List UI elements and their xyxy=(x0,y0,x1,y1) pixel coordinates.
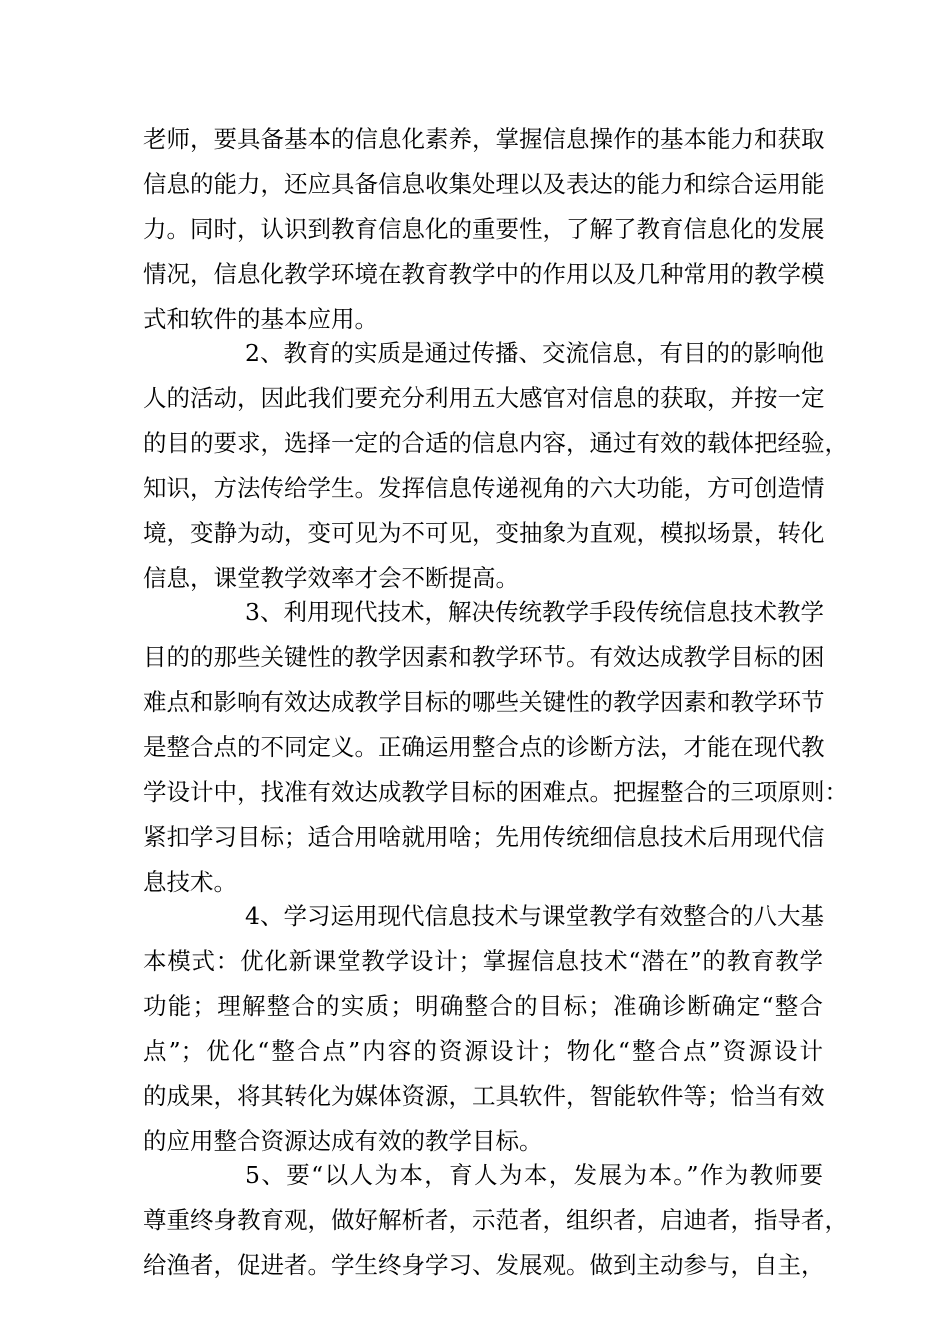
text-line: 境，变静为动，变可见为不可见，变抽象为直观，模拟场景，转化 xyxy=(143,519,825,547)
text-line: 难点和影响有效达成教学目标的哪些关键性的教学因素和教学环节 xyxy=(143,688,825,716)
text-line: 的应用整合资源达成有效的教学目标。 xyxy=(143,1127,543,1155)
text-line: 紧扣学习目标；适合用啥就用啥；先用传统细信息技术后用现代信 xyxy=(143,823,825,851)
text-line: 式和软件的基本应用。 xyxy=(143,305,378,333)
text-line: 点”；优化“整合点”内容的资源设计；物化“整合点”资源设计 xyxy=(143,1037,823,1065)
text-line: 目的的那些关键性的教学因素和教学环节。有效达成教学目标的困 xyxy=(143,643,825,671)
text-line: 学设计中，找准有效达成教学目标的困难点。把握整合的三项原则： xyxy=(143,778,848,806)
text-line: 的目的要求，选择一定的合适的信息内容，通过有效的载体把经验， xyxy=(143,429,848,457)
text-line: 息技术。 xyxy=(143,868,237,896)
text-line: 本模式：优化新课堂教学设计；掌握信息技术“潜在”的教育教学 xyxy=(143,947,823,975)
text-line: 给渔者，促进者。学生终身学习、发展观。做到主动参与，自主， xyxy=(143,1251,825,1279)
paragraph-5-first-line: 5、要“以人为本，育人为本，发展为本。”作为教师要 xyxy=(245,1161,823,1189)
paragraph-3-first-line: 3、利用现代技术，解决传统教学手段传统信息技术教学 xyxy=(245,598,824,626)
text-line: 尊重终身教育观，做好解析者，示范者，组织者，启迪者，指导者， xyxy=(143,1206,848,1234)
text-line: 情况，信息化教学环境在教育教学中的作用以及几种常用的教学模 xyxy=(143,260,825,288)
text-line: 功能；理解整合的实质；明确整合的目标；准确诊断确定“整合 xyxy=(143,992,823,1020)
text-line: 信息，课堂教学效率才会不断提高。 xyxy=(143,564,519,592)
paragraph-4-first-line: 4、学习运用现代信息技术与课堂教学有效整合的八大基 xyxy=(245,902,824,930)
text-line: 老师，要具备基本的信息化素养，掌握信息操作的基本能力和获取 xyxy=(143,125,825,153)
text-line: 力。同时，认识到教育信息化的重要性，了解了教育信息化的发展 xyxy=(143,215,825,243)
text-line: 信息的能力，还应具备信息收集处理以及表达的能力和综合运用能 xyxy=(143,170,825,198)
text-line: 人的活动，因此我们要充分利用五大感官对信息的获取，并按一定 xyxy=(143,384,825,412)
text-line: 是整合点的不同定义。正确运用整合点的诊断方法，才能在现代教 xyxy=(143,733,825,761)
text-line: 知识，方法传给学生。发挥信息传递视角的六大功能，方可创造情 xyxy=(143,474,825,502)
paragraph-2-first-line: 2、教育的实质是通过传播、交流信息，有目的的影响他 xyxy=(245,339,824,367)
text-line: 的成果，将其转化为媒体资源，工具软件，智能软件等；恰当有效 xyxy=(143,1082,825,1110)
